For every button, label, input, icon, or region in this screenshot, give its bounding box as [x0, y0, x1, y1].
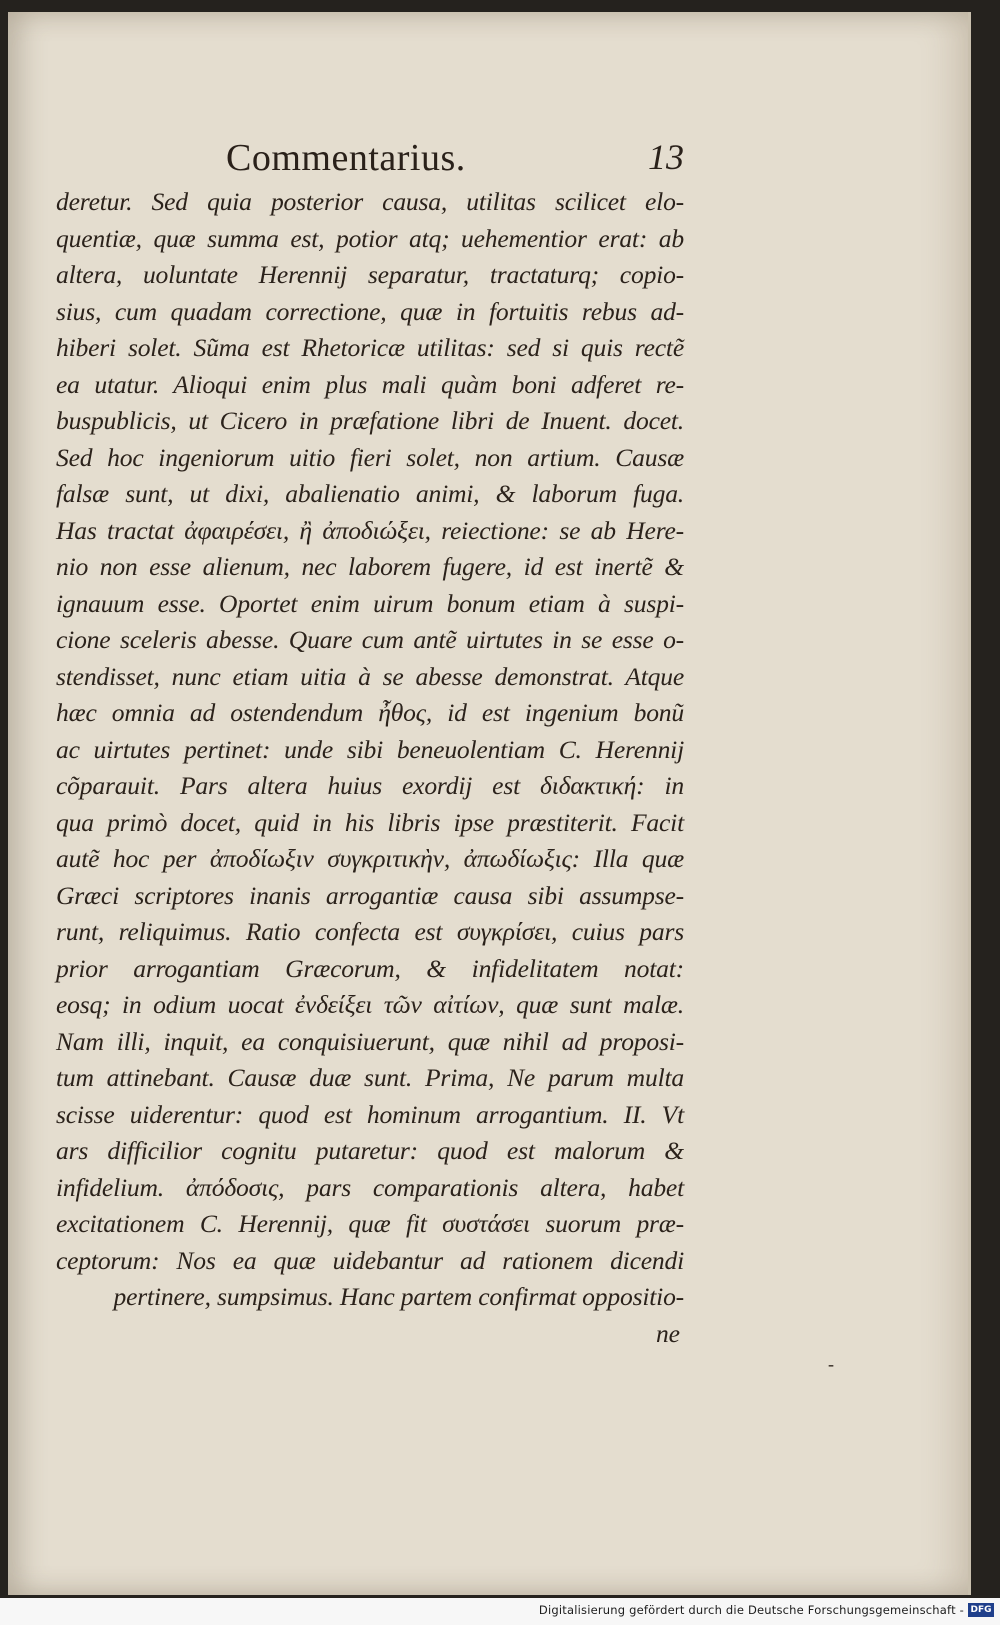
text-line: ars difficilior cognitu putaretur: quod est malorum &	[56, 1136, 684, 1165]
text-line: cõparauit. Pars altera huius exordij est διδακτική: in	[56, 771, 684, 800]
text-line: buspublicis, ut Cicero in præfatione libri de Inuent. docet.	[56, 406, 684, 435]
text-line: Has tractat ἀφαιρέσει, ἢ ἀποδιώξει, reiectione: se ab Here-	[56, 515, 684, 545]
text-line: ac uirtutes pertinet: unde sibi beneuolentiam C. Herennij	[56, 734, 684, 764]
text-line: deretur. Sed quia posterior causa, utilitas scilicet elo-	[56, 187, 684, 216]
text-line: altera, uoluntate Herennij separatur, tractaturq; copio-	[56, 260, 684, 289]
page-text-block	[56, 122, 706, 1352]
running-title: Commentarius.	[226, 137, 466, 179]
text-line: scisse uiderentur: quod est hominum arrogantium. II. Vt	[56, 1099, 684, 1129]
text-line: excitationem C. Herennij, quæ fit συστάσει suorum præ-	[56, 1209, 684, 1238]
text-line: eosq; in odium uocat ἐνδείξει τῶν αἰτίων, quæ sunt malæ.	[56, 990, 684, 1019]
catchword: ne	[656, 1318, 680, 1348]
text-line: Sed hoc ingeniorum uitio fieri solet, non artium. Causæ	[56, 442, 684, 472]
running-head	[56, 122, 706, 184]
text-line: hiberi solet. Sũma est Rhetoricæ utilitas: sed si quis rectẽ	[56, 333, 684, 362]
text-line: sius, cum quadam correctione, quæ in fortuitis rebus ad-	[56, 296, 684, 326]
text-line: ignauum esse. Oportet enim uirum bonum etiam à suspi-	[56, 588, 684, 618]
text-line: quentiæ, quæ summa est, potior atq; uehementior erat: ab	[56, 223, 684, 253]
text-line: runt, reliquimus. Ratio confecta est συγκρίσει, cuius pars	[56, 917, 684, 946]
text-line: infidelium. ἀπόδοσις, pars comparationis altera, habet	[56, 1172, 684, 1202]
text-line: hæc omnia ad ostendendum ἦθος, id est ingenium bonũ	[56, 698, 684, 727]
text-line: stendisset, nunc etiam uitia à se abesse demonstrat. Atque	[56, 661, 684, 691]
text-line: Nam illi, inquit, ea conquisiuerunt, quæ nihil ad proposi-	[56, 1026, 684, 1056]
page-number: 13	[648, 137, 684, 177]
text-line: ceptorum: Nos ea quæ uidebantur ad rationem dicendi	[56, 1245, 684, 1275]
digitization-footer	[0, 1598, 1000, 1625]
text-line: ea utatur. Alioqui enim plus mali quàm boni adferet re-	[56, 369, 684, 399]
text-line: autẽ hoc per ἀποδίωξιν συγκριτικὴν, ἀπωδίωξις: Illa quæ	[56, 844, 684, 873]
text-line: qua primò docet, quid in his libris ipse præstiterit. Facit	[56, 807, 684, 837]
text-line: tum attinebant. Causæ duæ sunt. Prima, Ne parum multa	[56, 1063, 684, 1092]
text-line: pertinere, sumpsimus. Hanc partem confirmat oppositio-	[113, 1282, 684, 1311]
text-line: falsæ sunt, ut dixi, abalienatio animi, & laborum fuga.	[56, 479, 684, 508]
text-line: prior arrogantiam Græcorum, & infidelitatem notat:	[56, 953, 684, 983]
footer-credit: Digitalisierung gefördert durch die Deutsche Forschungsgemeinschaft -	[538, 1603, 964, 1617]
dfg-logo: DFG	[968, 1603, 994, 1617]
body-text	[56, 184, 706, 1316]
book-page	[8, 12, 971, 1595]
text-line: nio non esse alienum, nec laborem fugere, id est inertẽ &	[56, 552, 684, 581]
text-line: cione sceleris abesse. Quare cum antẽ uirtutes in se esse o-	[56, 625, 684, 654]
page-speck: -	[828, 1354, 834, 1374]
text-line: Græci scriptores inanis arrogantiæ causa sibi assumpse-	[56, 880, 684, 910]
